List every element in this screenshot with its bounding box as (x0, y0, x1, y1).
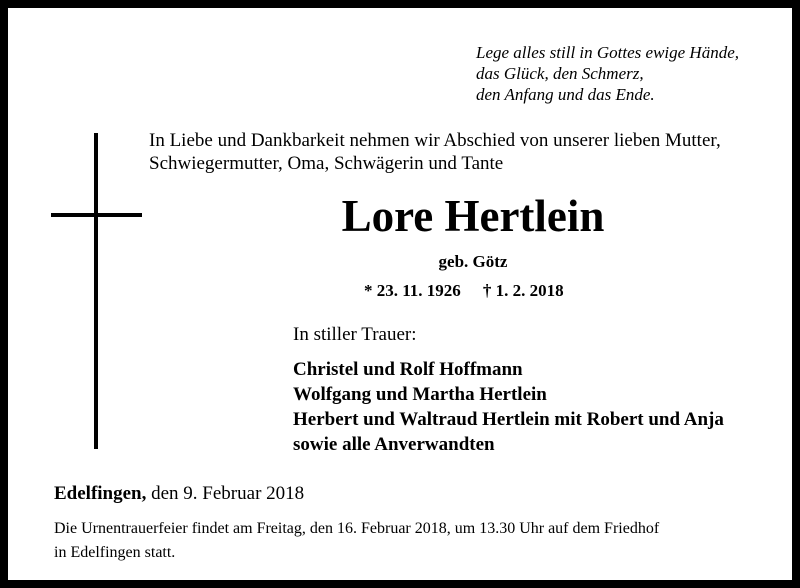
life-dates (364, 280, 564, 302)
birth-date: * 23. 11. 1926 (364, 281, 461, 300)
poem-line: Lege alles still in Gottes ewige Hände, (476, 43, 739, 62)
intro-line: Schwiegermutter, Oma, Schwägerin und Tante (149, 153, 504, 174)
death-date: † 1. 2. 2018 (482, 281, 564, 300)
maiden-name: geb. Götz (438, 252, 508, 271)
poem-line: den Anfang und das Ende. (476, 85, 655, 104)
mourner: sowie alle Anverwandten (293, 434, 495, 455)
mourning-label: In stiller Trauer: (293, 324, 417, 345)
intro-text (149, 129, 721, 175)
cross-icon-bar (51, 213, 142, 217)
mourner: Herbert und Waltraud Hertlein mit Robert und Anja (293, 409, 724, 430)
mourner: Wolfgang und Martha Hertlein (293, 384, 547, 405)
poem-line: das Glück, den Schmerz, (476, 64, 644, 83)
poem (476, 42, 739, 105)
cross-icon (94, 133, 98, 449)
service-line: in Edelfingen statt. (54, 544, 176, 561)
place-and-date (54, 482, 304, 505)
intro-line: In Liebe und Dankbarkeit nehmen wir Abschied von unserer lieben Mutter, (149, 130, 721, 151)
mourner: Christel und Rolf Hoffmann (293, 359, 523, 380)
service-line: Die Urnentrauerfeier findet am Freitag, den 16. Februar 2018, um 13.30 Uhr auf dem Friedhof (54, 520, 660, 537)
mourners-list (293, 357, 724, 457)
deceased-name: Lore Hertlein (341, 191, 605, 241)
service-notice (54, 517, 659, 565)
date: den 9. Februar 2018 (146, 483, 305, 504)
place: Edelfingen, (54, 483, 147, 504)
